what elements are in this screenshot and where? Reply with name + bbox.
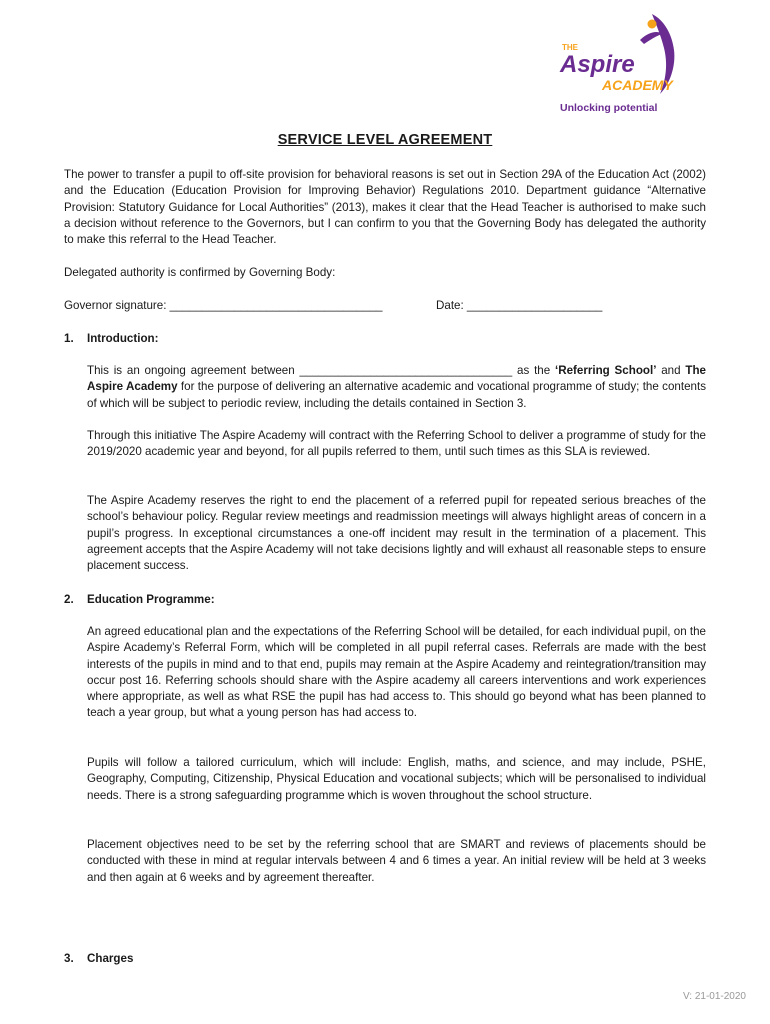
section-2-paragraph-1: An agreed educational plan and the expectations of the Referring School will be detailed, for each individual pupil, on the Aspire Academy’s Referral Form, which will be completed in all pupil referral cases. Referrals are made with the best interests of the pupils in mind and to that end, pupils may remain at the Aspire Academy and reintegration/transition may occur post 16. Referring schools should share with the Aspire academy all careers interventions and work experiences where appropriate, as well as what RSE the pupil has had access to. This should go beyond what has been planned to teach a year group, but what a young person has had access to. — [87, 625, 706, 720]
section-number: 2. — [64, 593, 74, 606]
section-title: Education Programme: — [87, 593, 215, 606]
logo-academy: ACADEMY — [602, 77, 673, 93]
text-run: for the purpose of delivering an alternative academic and vocational programme of study; the contents of which will be subject to periodic review, including the details contained in Section 3. — [87, 380, 706, 410]
section-number: 1. — [64, 332, 74, 345]
section-1-paragraph-2: Through this initiative The Aspire Academy will contract with the Referring School to deliver a programme of study for the 2019/2020 academic year and beyond, for all pupils referred to them, until such times as this SLA is reviewed. — [87, 429, 706, 459]
section-2-heading — [64, 592, 215, 608]
section-3-heading — [64, 951, 133, 967]
logo-tagline: Unlocking potential — [560, 102, 658, 114]
section-2-paragraph-2: Pupils will follow a tailored curriculum, which will include: English, maths, and science, and may include, PSHE, Geography, Computing, Citizenship, Physical Education and vocational subjects; which will be personalised to individual needs. There is a strong safeguarding programme which is woven throughout the school structure. — [87, 756, 706, 802]
section-1-paragraph-3: The Aspire Academy reserves the right to end the placement of a referred pupil for repeated serious breaches of the school’s behaviour policy. Regular review meetings and readmission meetings will always highlight areas of concern in a pupil’s progress. In exceptional circumstances a one-off incident may result in the termination of a placement. This agreement accepts that the Aspire Academy will not take decisions lightly and will exhaust all reasonable steps to ensure placement success. — [87, 494, 706, 573]
date-field: Date: _____________________ — [436, 299, 603, 312]
section-2-paragraph-3: Placement objectives need to be set by the referring school that are SMART and reviews of placements should be conducted with these in mind at regular intervals between 4 and 6 times a year. An initial review will be held at 3 weeks and then again at 6 weeks and by agreement thereafter. — [87, 838, 706, 884]
aspire-academy-logo — [556, 10, 690, 116]
text-run: This is an ongoing agreement between _________________________________ as the — [87, 364, 555, 377]
logo-graphic — [556, 10, 690, 116]
delegated-authority-text: Delegated authority is confirmed by Governing Body: — [64, 266, 336, 279]
section-title: Introduction: — [87, 332, 159, 345]
aspire-academy-term: The Aspire Academy — [87, 364, 706, 394]
section-number: 3. — [64, 952, 74, 965]
referring-school-term: ‘Referring School’ — [555, 364, 657, 377]
logo-the: THE — [562, 43, 578, 52]
document-title: SERVICE LEVEL AGREEMENT — [277, 132, 493, 148]
version-footer: V: 21-01-2020 — [682, 991, 746, 1002]
logo-aspire: Aspire — [560, 51, 635, 78]
text-run: and — [656, 364, 686, 377]
governor-signature-field: Governor signature: _________________________________ — [64, 299, 383, 312]
section-1-heading — [64, 331, 158, 347]
intro-paragraph: The power to transfer a pupil to off-site provision for behavioral reasons is set out in Section 29A of the Education Act (2002) and the Education (Education Provision for Improving Behavior) Regulations 2010. Department guidance “Alternative Provision: Statutory Guidance for Local Authorities” (2013), makes it clear that the Head Teacher is authorised to make such a decision without reference to the Governors, but I can confirm to you that the Governing Body has delegated the authority to make this referral to the Head Teacher. — [64, 168, 706, 247]
section-title: Charges — [87, 952, 134, 965]
section-1-paragraph-1 — [87, 363, 706, 412]
